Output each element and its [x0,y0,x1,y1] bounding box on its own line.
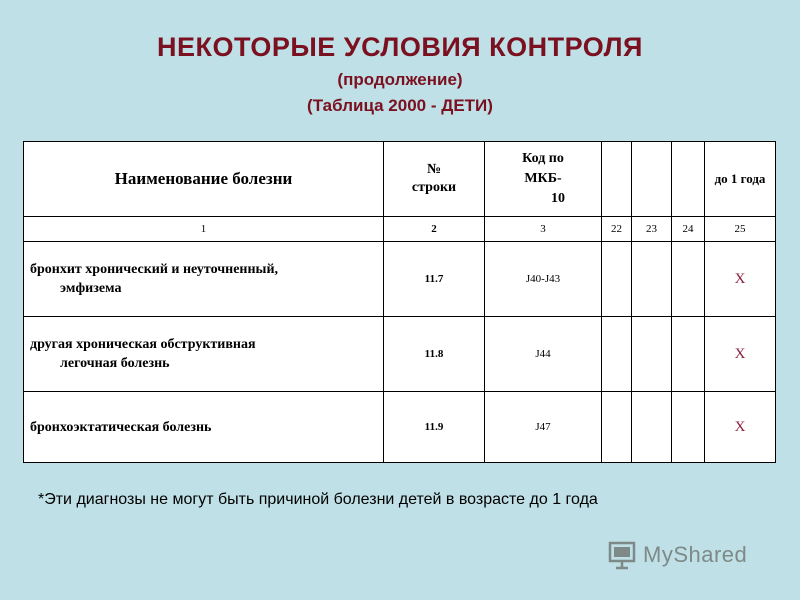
header-col-22 [602,142,632,217]
myshared-logo [607,538,767,572]
icd-code-cell: J44 [485,317,602,392]
row-number-cell: 11.7 [384,242,485,317]
x-mark-cell: X [705,242,776,317]
presentation-board-icon [607,540,637,570]
header-under-one-year: до 1 года [705,142,776,217]
empty-cell [632,392,672,463]
logo-text: MyShared [643,542,748,567]
slide-title: НЕКОТОРЫЕ УСЛОВИЯ КОНТРОЛЯ [157,32,643,62]
disease-name-cell [24,317,384,392]
row-number-cell: 11.9 [384,392,485,463]
x-mark-cell: X [705,392,776,463]
disease-name-line1: другая хроническая обструктивная [30,337,256,352]
table-row [24,317,776,392]
header-row-number-symbol: № [426,162,442,177]
index-cell: 25 [705,217,776,242]
header-disease-name: Наименование болезни [24,142,384,217]
empty-cell [602,242,632,317]
index-cell: 2 [384,217,485,242]
empty-cell [632,317,672,392]
empty-cell [672,392,705,463]
header-row-number [384,142,485,217]
index-cell: 3 [485,217,602,242]
x-mark-cell: X [705,317,776,392]
disease-name-line1: бронхоэктатическая болезнь [30,419,212,435]
empty-cell [632,242,672,317]
table-row [24,392,776,463]
disease-name-line2: легочная болезнь [60,356,170,371]
empty-cell [672,317,705,392]
disease-name-cell [24,392,384,463]
index-cell: 24 [672,217,705,242]
disease-name-line2: эмфизема [60,281,122,296]
index-cell: 23 [632,217,672,242]
slide-subtitle-table: (Таблица 2000 - ДЕТИ) [307,96,493,115]
table-row [24,242,776,317]
empty-cell [602,317,632,392]
slide-subtitle-continuation: (продолжение) [337,70,463,89]
icd-code-cell: J47 [485,392,602,463]
empty-cell [672,242,705,317]
header-col-24 [672,142,705,217]
disease-name-cell [24,242,384,317]
conditions-table [23,141,776,463]
footnote: *Эти диагнозы не могут быть причиной болезни детей в возрасте до 1 года [38,491,598,508]
header-icd-line2: МКБ- [524,171,562,186]
icd-code-cell: J40-J43 [485,242,602,317]
header-icd-code [485,142,602,217]
table-index-row [24,217,776,242]
table-header-row [24,142,776,217]
index-cell: 22 [602,217,632,242]
header-icd-line3: 10 [551,191,565,206]
row-number-cell: 11.8 [384,317,485,392]
header-icd-line1: Код по [522,151,564,166]
disease-name-line1: бронхит хронический и неуточненный, [30,262,279,277]
index-cell: 1 [24,217,384,242]
empty-cell [602,392,632,463]
header-row-number-label: строки [411,180,457,195]
header-col-23 [632,142,672,217]
